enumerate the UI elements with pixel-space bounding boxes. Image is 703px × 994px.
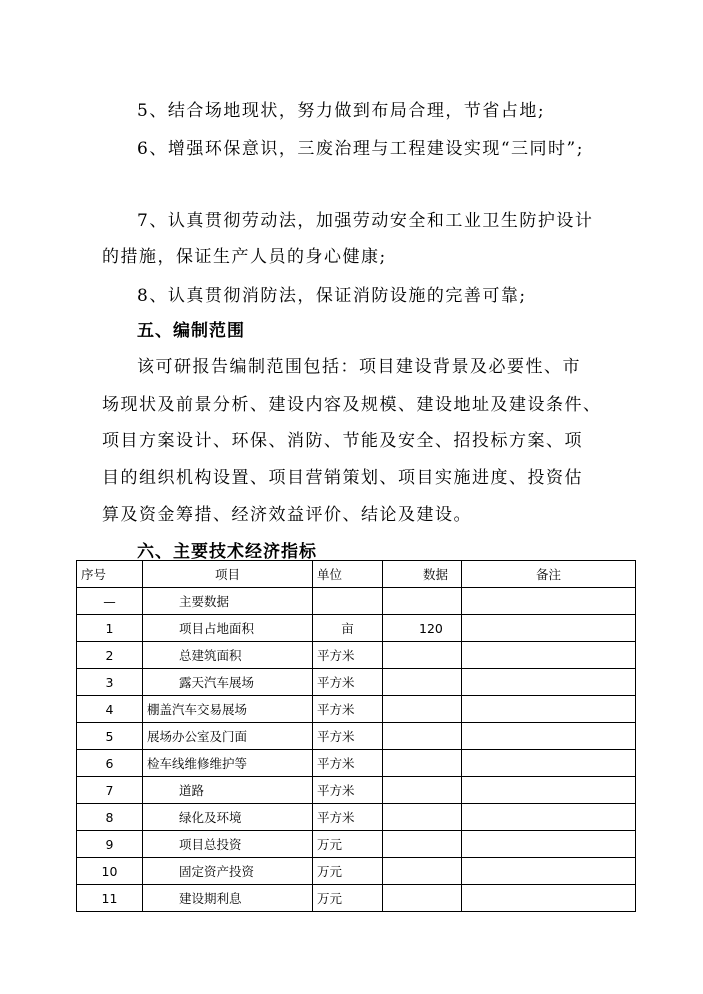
cell-index: 5: [77, 723, 143, 750]
table-header-row: [77, 561, 636, 588]
table-row: [77, 750, 636, 777]
cell-index: 6: [77, 750, 143, 777]
cell-item: 主要数据: [143, 588, 313, 615]
cell-data: [383, 669, 462, 696]
paragraph-item-8: 8、认真贯彻消防法，保证消防设施的完善可靠;: [137, 286, 527, 306]
table-row: [77, 831, 636, 858]
cell-unit: 平方米: [313, 642, 383, 669]
cell-data: [383, 885, 462, 912]
cell-item: 展场办公室及门面: [143, 723, 313, 750]
cell-item: 检车线维修维护等: [143, 750, 313, 777]
header-note: 备注: [462, 561, 636, 588]
cell-unit: 平方米: [313, 723, 383, 750]
cell-unit: 平方米: [313, 696, 383, 723]
table-row: [77, 696, 636, 723]
table-row: [77, 885, 636, 912]
cell-item: 露天汽车展场: [143, 669, 313, 696]
table-row: [77, 615, 636, 642]
cell-item: 项目总投资: [143, 831, 313, 858]
cell-data: [383, 696, 462, 723]
cell-note: [462, 804, 636, 831]
cell-unit: 亩: [313, 615, 383, 642]
cell-index: 7: [77, 777, 143, 804]
scope-line-3: 项目方案设计、环保、消防、节能及安全、招投标方案、项: [102, 431, 583, 451]
cell-item: 项目占地面积: [143, 615, 313, 642]
cell-unit: 平方米: [313, 804, 383, 831]
cell-data: [383, 588, 462, 615]
cell-item: 建设期利息: [143, 885, 313, 912]
cell-note: [462, 858, 636, 885]
cell-item: 绿化及环境: [143, 804, 313, 831]
cell-note: [462, 885, 636, 912]
cell-index: 11: [77, 885, 143, 912]
scope-line-2: 场现状及前景分析、建设内容及规模、建设地址及建设条件、: [102, 395, 602, 415]
cell-data: [383, 750, 462, 777]
indicators-table: [76, 560, 636, 912]
cell-note: [462, 696, 636, 723]
cell-unit: 万元: [313, 858, 383, 885]
cell-index: 4: [77, 696, 143, 723]
section-5-title: 五、编制范围: [137, 321, 245, 341]
section-6-title: 六、主要技术经济指标: [137, 542, 317, 562]
cell-index: —: [77, 588, 143, 615]
cell-note: [462, 669, 636, 696]
cell-note: [462, 615, 636, 642]
cell-unit: 平方米: [313, 750, 383, 777]
cell-index: 10: [77, 858, 143, 885]
paragraph-item-6: 6、增强环保意识，三废治理与工程建设实现“三同时”;: [137, 139, 584, 159]
cell-data: 120: [383, 615, 462, 642]
header-data: 数据: [383, 561, 462, 588]
table-row: [77, 858, 636, 885]
cell-note: [462, 723, 636, 750]
scope-line-4: 目的组织机构设置、项目营销策划、项目实施进度、投资估: [102, 468, 583, 488]
paragraph-item-7-line2: 的措施，保证生产人员的身心健康;: [102, 247, 387, 267]
cell-data: [383, 804, 462, 831]
cell-note: [462, 642, 636, 669]
cell-unit: 万元: [313, 831, 383, 858]
cell-data: [383, 831, 462, 858]
cell-index: 1: [77, 615, 143, 642]
cell-item: 棚盖汽车交易展场: [143, 696, 313, 723]
paragraph-item-7-line1: 7、认真贯彻劳动法，加强劳动安全和工业卫生防护设计: [137, 211, 594, 231]
cell-note: [462, 777, 636, 804]
cell-item: 道路: [143, 777, 313, 804]
scope-line-1: 该可研报告编制范围包括：项目建设背景及必要性、市: [137, 357, 581, 377]
cell-index: 3: [77, 669, 143, 696]
table-row: [77, 669, 636, 696]
header-item: 项目: [143, 561, 313, 588]
cell-note: [462, 750, 636, 777]
cell-unit: 万元: [313, 885, 383, 912]
cell-data: [383, 642, 462, 669]
header-unit: 单位: [313, 561, 383, 588]
cell-item: 总建筑面积: [143, 642, 313, 669]
cell-note: [462, 831, 636, 858]
cell-note: [462, 588, 636, 615]
paragraph-item-5: 5、结合场地现状，努力做到布局合理，节省占地;: [137, 101, 546, 121]
scope-line-5: 算及资金筹措、经济效益评价、结论及建设。: [102, 505, 472, 525]
table-row: [77, 588, 636, 615]
cell-unit: [313, 588, 383, 615]
cell-data: [383, 858, 462, 885]
table-row: [77, 804, 636, 831]
header-index: 序号: [77, 561, 143, 588]
cell-data: [383, 777, 462, 804]
table-row: [77, 642, 636, 669]
cell-unit: 平方米: [313, 777, 383, 804]
table-row: [77, 723, 636, 750]
cell-unit: 平方米: [313, 669, 383, 696]
cell-index: 9: [77, 831, 143, 858]
cell-data: [383, 723, 462, 750]
cell-index: 2: [77, 642, 143, 669]
cell-index: 8: [77, 804, 143, 831]
table-row: [77, 777, 636, 804]
cell-item: 固定资产投资: [143, 858, 313, 885]
